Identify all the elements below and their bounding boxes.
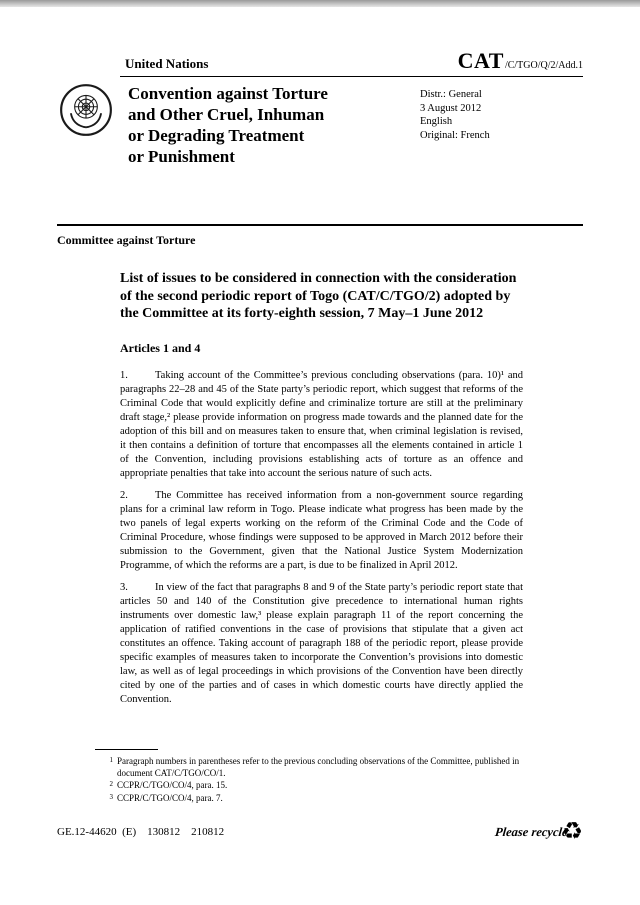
document-title-line: Convention against Torture (128, 84, 328, 103)
footnote-number: 3 (109, 792, 113, 801)
footnote (95, 756, 525, 779)
paragraph-number: 3. (120, 581, 128, 593)
footnote-text: Paragraph numbers in parentheses refer to the previous concluding observations of the Committee, published in document CAT/C/TGO/CO/1. (117, 756, 520, 778)
un-emblem-icon (59, 83, 113, 137)
document-title-line: or Degrading Treatment (128, 126, 305, 145)
body-paragraph: 2. The Committee has received information from a non-government source regarding plans for a criminal law reform in Togo. Please indicate what progress has been made by the two panels of legal experts working on the reform of the Criminal Code and the Code of Criminal Procedure, whose findings were supposed to be approved in March 2012 before their submission to the Government, given that the National Justice System Modernization Programme, of which the reforms are a part, is due to be finalized in April 2012. (120, 489, 523, 571)
paragraph-number: 2. (120, 489, 128, 501)
footnote-divider (95, 749, 158, 750)
recycle-mark (495, 820, 583, 844)
original-language-line: Original: French (420, 129, 490, 141)
document-body (120, 270, 523, 715)
document-symbol-main: CAT (457, 48, 504, 73)
document-symbol-suffix: /C/TGO/Q/2/Add.1 (504, 60, 583, 71)
document-title (128, 83, 413, 167)
language-line: English (420, 116, 453, 127)
paragraph-number: 1. (120, 369, 128, 381)
document-symbol (458, 48, 583, 74)
footnote-number: 1 (109, 756, 113, 764)
footnote-text: CCPR/C/TGO/CO/4, para. 15. (117, 780, 228, 790)
recycle-icon: ♻ (561, 819, 583, 845)
paragraphs (120, 369, 523, 707)
committee-name: Committee against Torture (57, 233, 196, 247)
footnotes-section (95, 749, 525, 805)
document-meta (420, 88, 490, 142)
date-line: 3 August 2012 (420, 102, 482, 114)
footnote (95, 780, 525, 792)
document-title-line: or Punishment (128, 147, 235, 166)
body-paragraph: 3. In view of the fact that paragraphs 8 and 9 of the State party’s periodic report state that articles 50 and 140 of the Constitution give precedence to international human rights instruments over domestic law,³ please explain paragraph 11 of the report concerning the application of ratified conventions in the case of provisions that stipulate that a given act constitutes an offence. Taking account of paragraph 188 of the periodic report, please provide specific examples of measures taken to incorporate the Convention’s provisions into domestic law, as well as of legal proceedings in which provisions of the Convention have been directly cited by one of the parties and of cases in which domestic courts have directly applied the Convention. (120, 581, 523, 705)
org-name: United Nations (125, 56, 209, 71)
section-heading: Articles 1 and 4 (120, 340, 201, 355)
distribution-line: Distr.: General (420, 89, 482, 100)
body-paragraph: 1. Taking account of the Committee’s previous concluding observations (para. 10)¹ and paragraphs 22–28 and 45 of the State party’s periodic report, which suggest that reforms of the Criminal Code that would explicitly define and criminalize torture are still at the preliminary draft stage,² please provide information on progress made towards and the planned date for the adoption of this bill and on measures taken to ensure that, when criminal legislation is revised, it then contains a definition of torture that encompasses all the elements contained in article 1 of the Convention, including provisions establishing acts of torture as an offence and appropriate penalties that take into account the serious nature of such acts. (120, 369, 523, 479)
report-title: List of issues to be considered in connection with the consideration of the second periodic report of Togo (CAT/C/TGO/2) adopted by the Committee at its forty-eighth session, 7 May–1 June 2012 (120, 271, 517, 321)
document-footer-code: GE.12-44620 (E) 130812 210812 (57, 826, 225, 838)
footnote (95, 793, 525, 805)
footnote-text: CCPR/C/TGO/CO/4, para. 7. (117, 792, 223, 803)
recycle-label: Please recycle (494, 824, 569, 839)
document-title-line: and Other Cruel, Inhuman (128, 105, 325, 124)
footnote-number: 2 (109, 780, 113, 788)
footnote-list (95, 756, 525, 804)
window-top-edge (0, 0, 640, 7)
header-divider (120, 76, 583, 77)
masthead-divider (57, 224, 583, 226)
